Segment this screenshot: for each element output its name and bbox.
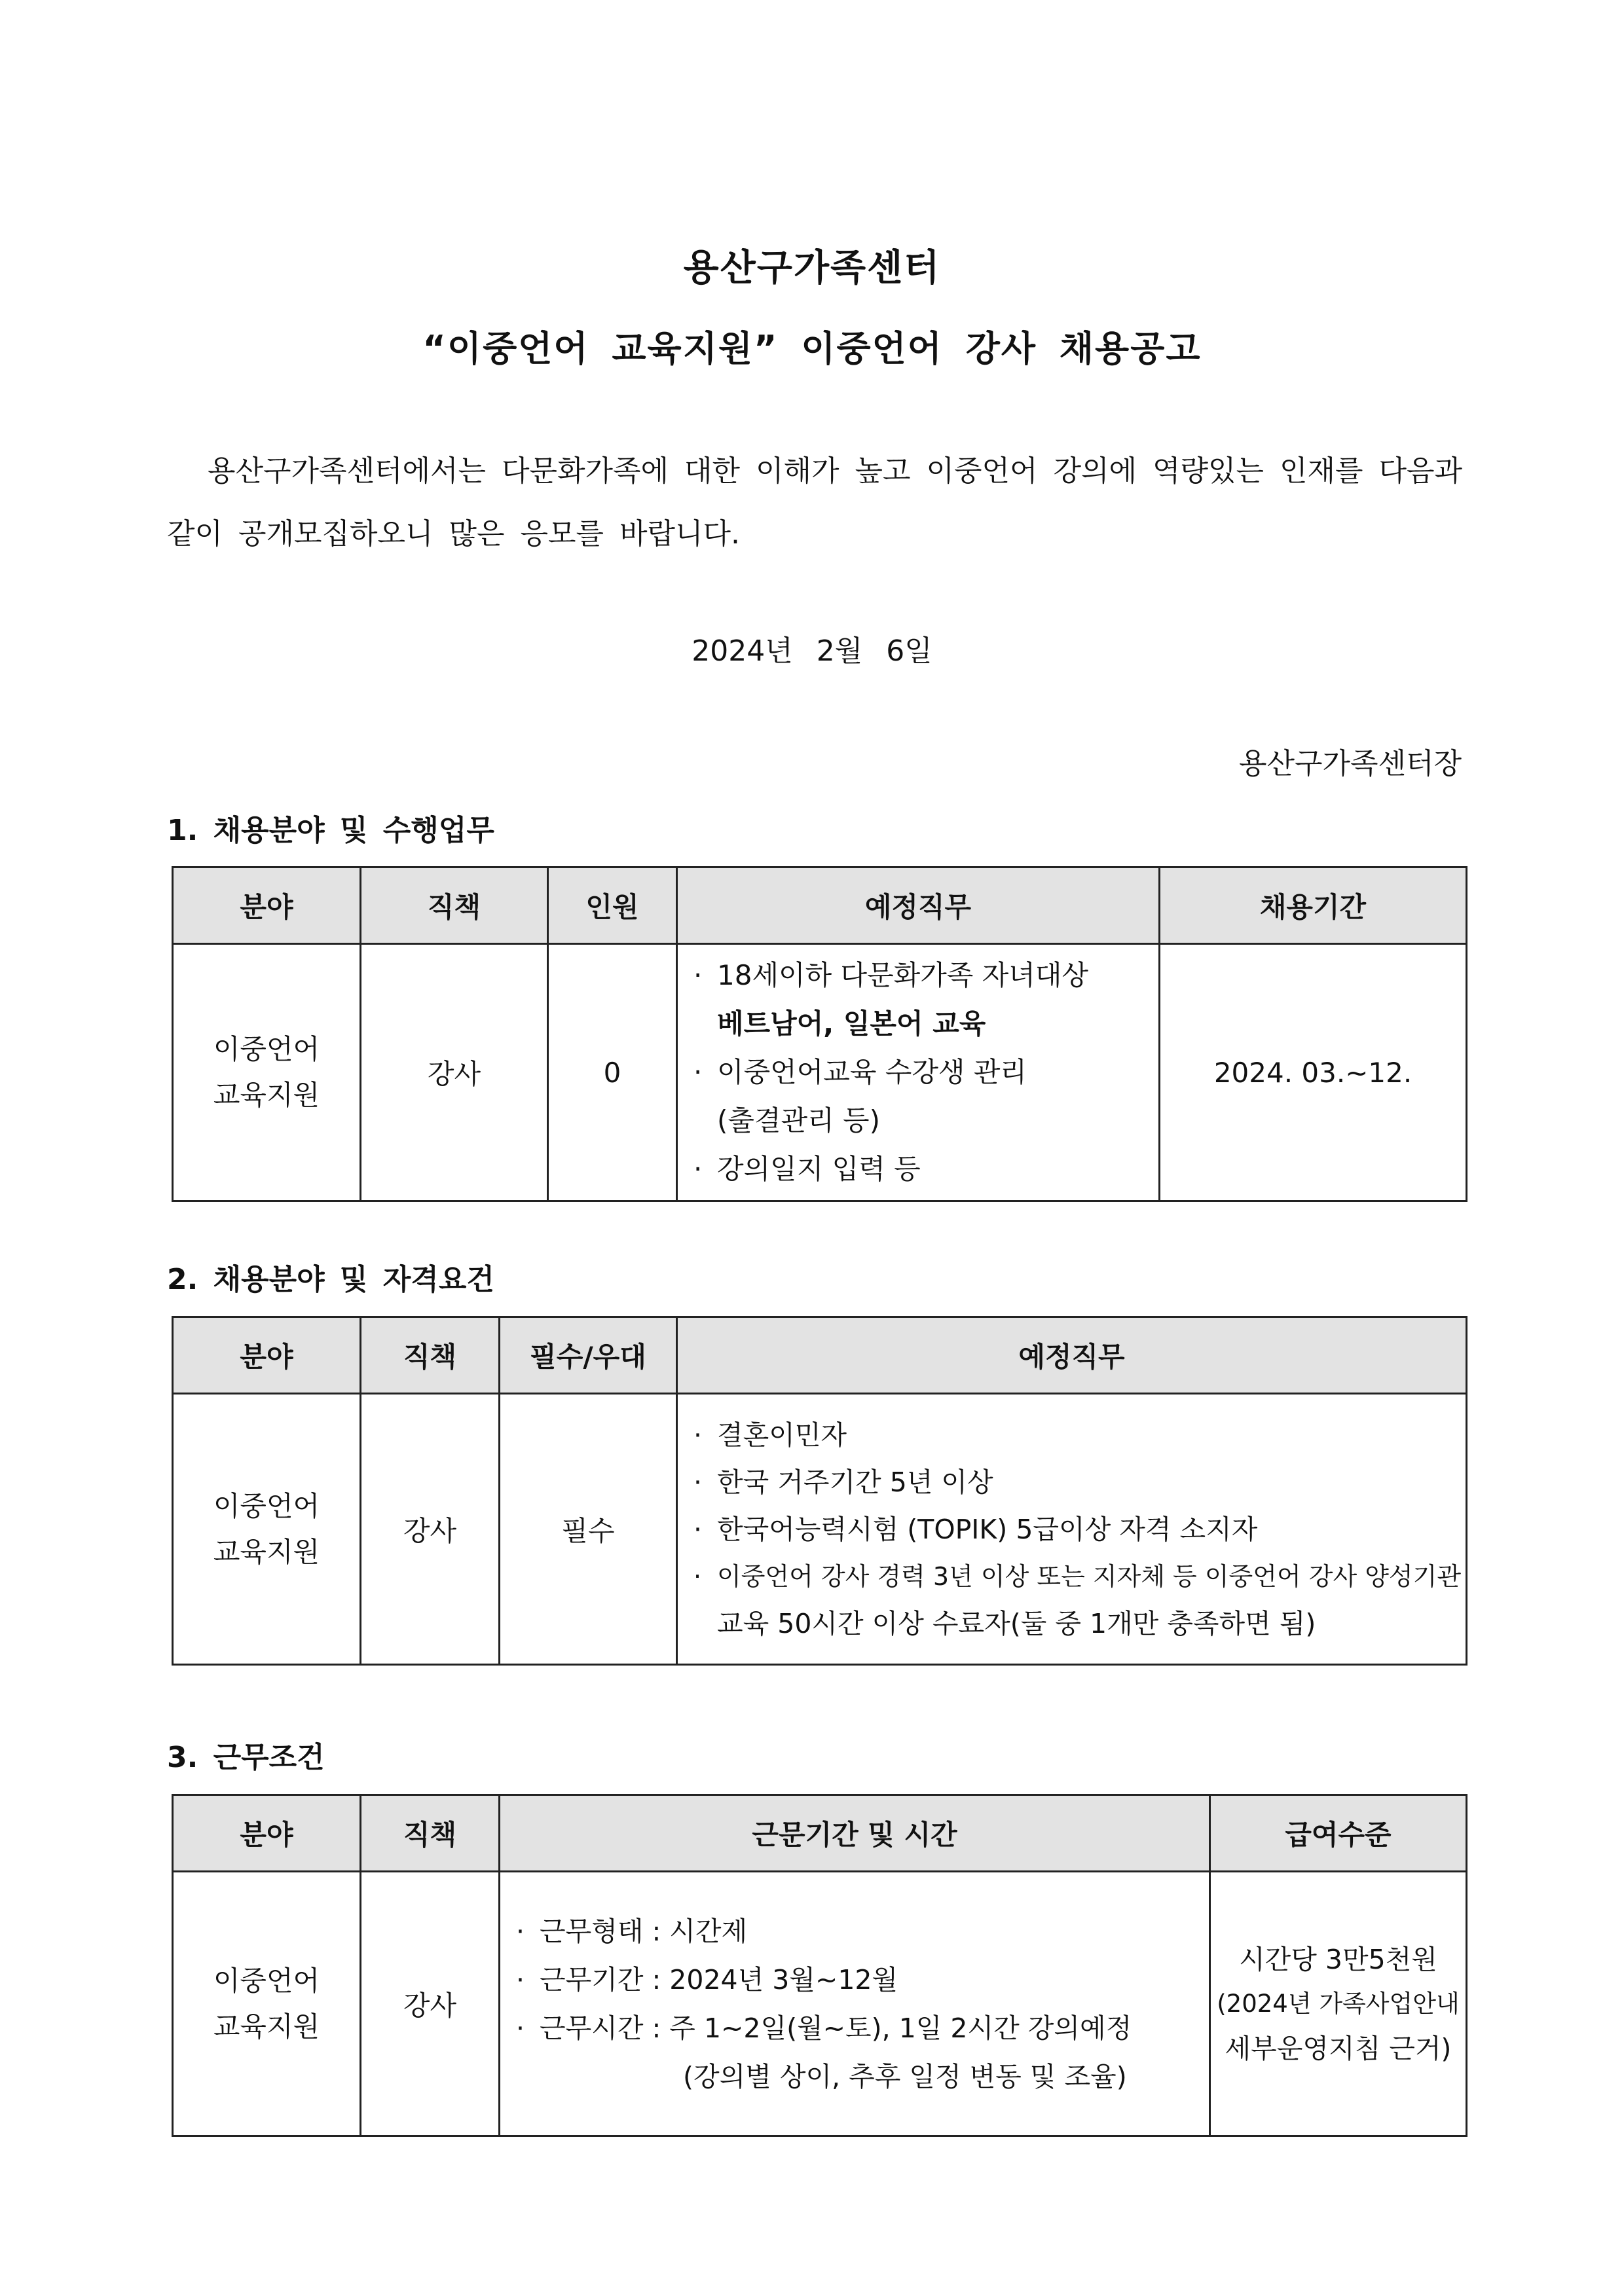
section-2-heading: 2. 채용분야 및 자격요건: [167, 1263, 494, 1296]
list-item-continuation: (강의별 상이, 추후 일정 변동 및 조율): [683, 2060, 1127, 2092]
notice-date: 2024년 2월 6일: [692, 634, 932, 668]
header-cell: 필수/우대: [500, 1317, 677, 1394]
bullet: ·: [693, 1513, 703, 1545]
field-cell: [173, 1394, 361, 1665]
header-cell: 직책: [361, 1317, 500, 1394]
requirement-cell: 필수: [500, 1394, 677, 1665]
conditions-cell: [500, 1872, 1210, 2136]
notice-subtitle: “이중언어 교육지원” 이중언어 강사 채용공고: [422, 328, 1202, 369]
field-cell: [173, 944, 361, 1201]
header-cell: 예정직무: [677, 867, 1160, 944]
table-row: [173, 1872, 1467, 2136]
list-item: · 한국어능력시험 (TOPIK) 5급이상 자격 소지자: [693, 1506, 1455, 1553]
section-3-heading: 3. 근무조건: [167, 1741, 325, 1774]
list-item-continuation: 베트남어, 일본어 교육: [717, 1008, 986, 1040]
position-cell: 강사: [361, 1394, 500, 1665]
bullet: ·: [516, 1915, 525, 1947]
position-cell: 강사: [361, 1872, 500, 2136]
field-line: 이중언어: [213, 1964, 320, 1997]
bullet: ·: [693, 1466, 703, 1498]
pay-line: 시간당 3만5천원: [1239, 1943, 1437, 1975]
table-row: [173, 1394, 1467, 1665]
org-title: 용산구가족센터: [683, 247, 941, 289]
pay-cell: [1210, 1872, 1467, 2136]
pay-line: (2024년 가족사업안내: [1217, 1989, 1460, 2018]
field-line: 이중언어: [213, 1033, 320, 1065]
bullet: ·: [693, 1153, 703, 1185]
list-item: · 근무기간 : 2024년 3월~12월: [516, 1956, 1198, 2004]
table-header-row: [173, 1317, 1467, 1394]
field-line: 교육지원: [213, 1535, 320, 1568]
qualifications-cell: [677, 1394, 1467, 1665]
bullet: ·: [693, 1056, 703, 1088]
bullet: ·: [516, 1963, 525, 1995]
list-item: · 18세이하 다문화가족 자녀대상: [693, 951, 1148, 1000]
list-item: · 강의일지 입력 등: [693, 1145, 1148, 1194]
list-item-continuation: (출결관리 등): [717, 1104, 880, 1137]
table-header-row: [173, 1795, 1467, 1872]
field-line: 교육지원: [213, 1079, 320, 1111]
count-cell: 0: [548, 944, 677, 1201]
field-line: 교육지원: [213, 2010, 320, 2043]
list-item: · 이중언어교육 수강생 관리: [693, 1048, 1148, 1097]
table-header-row: [173, 867, 1467, 944]
section-1-heading: 1. 채용분야 및 수행업무: [167, 814, 494, 847]
header-cell: 급여수준: [1210, 1795, 1467, 1872]
field-cell: [173, 1872, 361, 2136]
list-item: · 이중언어 강사 경력 3년 이상 또는 지자체 등 이중언어 강사 양성기관: [693, 1553, 1455, 1600]
header-cell: 예정직무: [677, 1317, 1467, 1394]
header-cell: 분야: [173, 867, 361, 944]
period-cell: 2024. 03.~12.: [1160, 944, 1467, 1201]
bullet: ·: [693, 1561, 702, 1591]
section-3-table: [172, 1794, 1467, 2137]
list-item-continuation: 교육 50시간 이상 수료자(둘 중 1개만 충족하면 됨): [717, 1607, 1316, 1639]
header-cell: 직책: [361, 1795, 500, 1872]
header-cell: 인원: [548, 867, 677, 944]
list-item: · 결혼이민자: [693, 1412, 1455, 1459]
pay-line: 세부운영지침 근거): [1225, 2032, 1452, 2064]
list-item: · 근무형태 : 시간제: [516, 1907, 1198, 1956]
bullet: ·: [516, 2012, 525, 2044]
header-cell: 채용기간: [1160, 867, 1467, 944]
table-row: [173, 944, 1467, 1201]
header-cell: 분야: [173, 1795, 361, 1872]
header-cell: 분야: [173, 1317, 361, 1394]
field-line: 이중언어: [213, 1489, 320, 1522]
header-cell: 근문기간 및 시간: [500, 1795, 1210, 1872]
duties-cell: [677, 944, 1160, 1201]
position-cell: 강사: [361, 944, 548, 1201]
section-2-table: [172, 1316, 1467, 1666]
header-cell: 직책: [361, 867, 548, 944]
bullet: ·: [693, 1419, 703, 1451]
list-item: · 근무시간 : 주 1~2일(월~토), 1일 2시간 강의예정: [516, 2004, 1198, 2052]
list-item: · 한국 거주기간 5년 이상: [693, 1459, 1455, 1506]
bullet: ·: [693, 959, 703, 991]
section-1-table: [172, 866, 1467, 1202]
intro-paragraph: 용산구가족센터에서는 다문화가족에 대한 이해가 높고 이중언어 강의에 역량있는 인재를 다음과 같이 공개모집하오니 많은 응모를 바랍니다.: [167, 454, 1463, 551]
signer: 용산구가족센터장: [1238, 747, 1462, 780]
